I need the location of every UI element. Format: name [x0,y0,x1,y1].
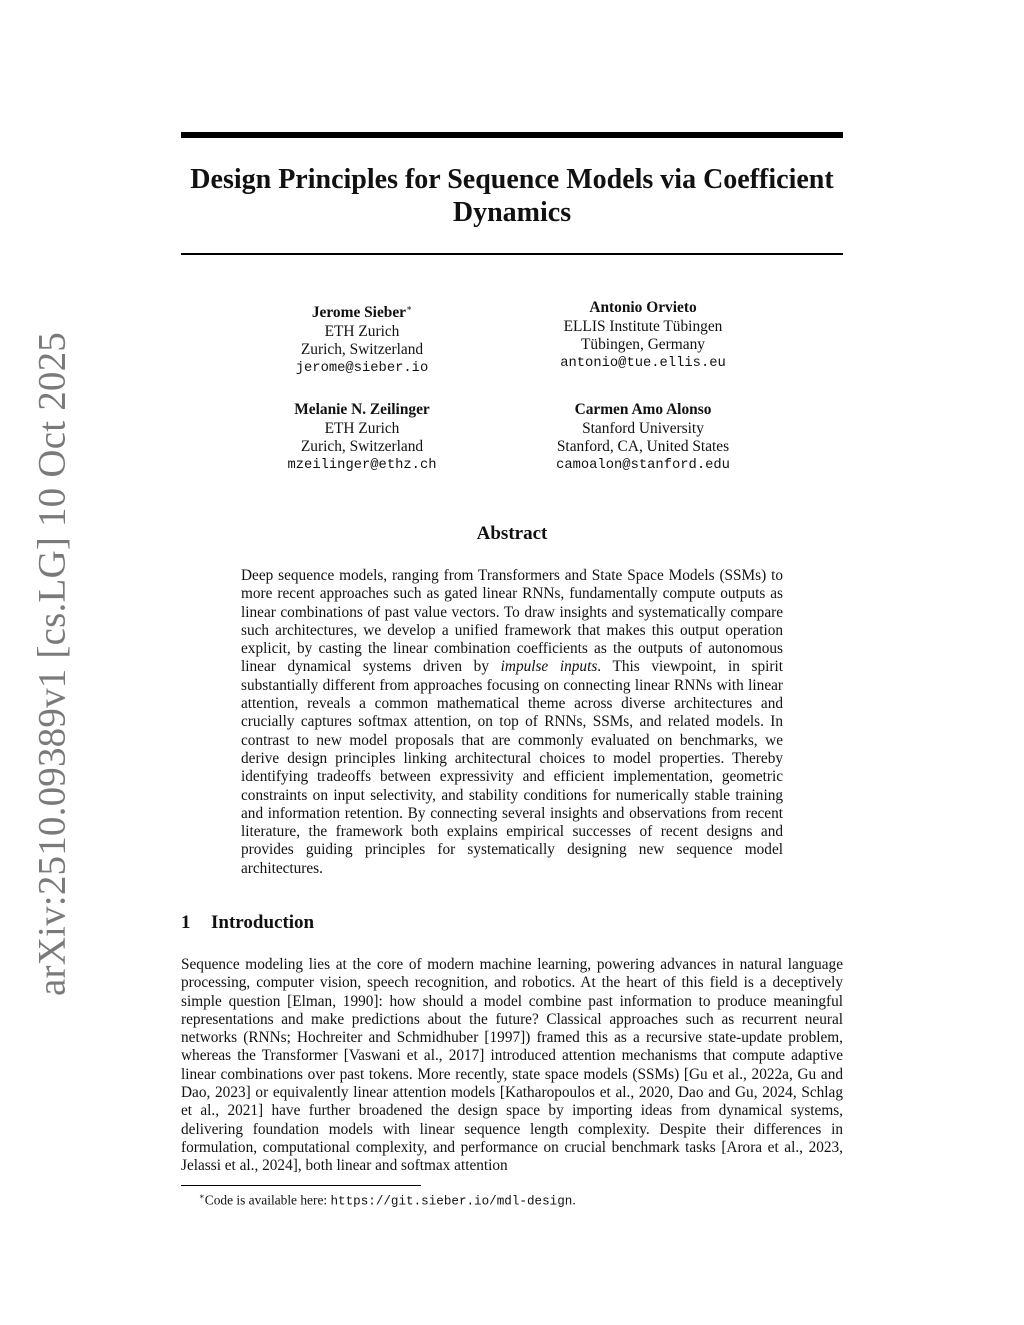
author-affiliation: Stanford University [582,419,704,437]
footnote-marker: ∗ [199,1191,205,1201]
author-card [247,401,477,475]
author-card [528,299,758,373]
section-number: 1 [181,912,191,933]
introduction-text: Sequence modeling lies at the core of modern machine learning, powering advances in natural language processing, computer vision, speech recognition, and robotics. At the heart of this field is a deceptively simple question [Elman, 1990]: how should a model combine past information to produce meaningful representations and make predictions about the future? Classical approaches such as recurrent neural networks (RNNs; Hochreiter and Schmidhuber [1997]) framed this as a recursive state-update problem, whereas the Transformer [Vaswani et al., 2017] introduced attention mechanisms that compute adaptive linear combinations over past tokens. More recently, state space models (SSMs) [Gu et al., 2022a, Gu and Dao, 2023] or equivalently linear attention models [Katharopoulos et al., 2020, Dao and Gu, 2024, Schlag et al., 2021] have further broadened the design space by importing ideas from dynamical systems, delivering foundation models with linear sequence length complexity. Despite their differences in formulation, computational complexity, and performance on crucial benchmark tasks [Arora et al., 2023, Jelassi et al., 2024], both linear and softmax attention [181,956,843,1175]
abstract-part-1: Deep sequence models, ranging from Transformers and State Space Models (SSMs) to more recent approaches such as gated linear RNNs, fundamentally compute outputs as linear combinations of past value vectors. To draw insights and systematically compare such architectures, we develop a unified framework that makes this output operation explicit, by casting the linear combination coefficients as the outputs of autonomous linear dynamical systems driven by [241,567,783,676]
abstract-text [241,567,783,878]
author-email[interactable]: jerome@sieber.io [295,360,429,376]
author-location: Stanford, CA, United States [556,438,730,456]
code-link[interactable]: https://git.sieber.io/mdl-design [330,1194,573,1209]
author-name: Jerome Sieber [311,304,407,322]
footnote-end: . [572,1192,576,1208]
footnote-marker: ∗ [406,303,413,313]
author-affiliation: ETH Zurich [324,322,400,340]
abstract-emphasis: impulse inputs [500,658,598,676]
title-rule-top [181,132,843,138]
footnote-text: Code is available here: [204,1192,331,1208]
author-card [528,401,758,475]
author-location: Zurich, Switzerland [300,438,424,456]
section-heading [181,911,314,935]
author-email[interactable]: camoalon@stanford.edu [556,457,730,473]
abstract-heading: Abstract [476,523,548,544]
author-affiliation: ETH Zurich [324,419,400,437]
title-rule-bottom [181,253,843,255]
author-location: Tübingen, Germany [581,336,705,354]
author-name: Melanie N. Zeilinger [294,401,430,418]
author-affiliation: ELLIS Institute Tübingen [563,317,723,335]
author-name: Antonio Orvieto [589,299,697,316]
footnote-rule [181,1185,421,1186]
footnote [199,1188,839,1210]
paper-title: Design Principles for Sequence Models via Coefficient Dynamics [190,164,834,228]
author-card [247,299,477,379]
section-title: Introduction [211,912,315,933]
author-email[interactable]: mzeilinger@ethz.ch [287,457,437,473]
author-location: Zurich, Switzerland [300,341,424,359]
author-email[interactable]: antonio@tue.ellis.eu [560,355,726,371]
author-name: Carmen Amo Alonso [574,401,712,418]
abstract-part-2: . This viewpoint, in spirit substantially different from approaches focusing on connecting linear RNNs with linear attention, reveals a common mathematical theme across diverse architectures and crucially captures softmax attention, on top of RNNs, SSMs, and related models. In contrast to new model proposals that are commonly evaluated on benchmarks, we derive design principles linking architectural choices to model properties. Thereby identifying tradeoffs between expressivity and efficient implementation, geometric constraints on input selectivity, and stability conditions for numerically stable training and information retention. By connecting several insights and observations from recent literature, the framework both explains empirical successes of recent designs and provides guiding principles for systematically designing new sequence model architectures. [241,658,783,877]
arxiv-identifier: arXiv:2510.09389v1 [cs.LG] 10 Oct 2025 [30,332,74,996]
